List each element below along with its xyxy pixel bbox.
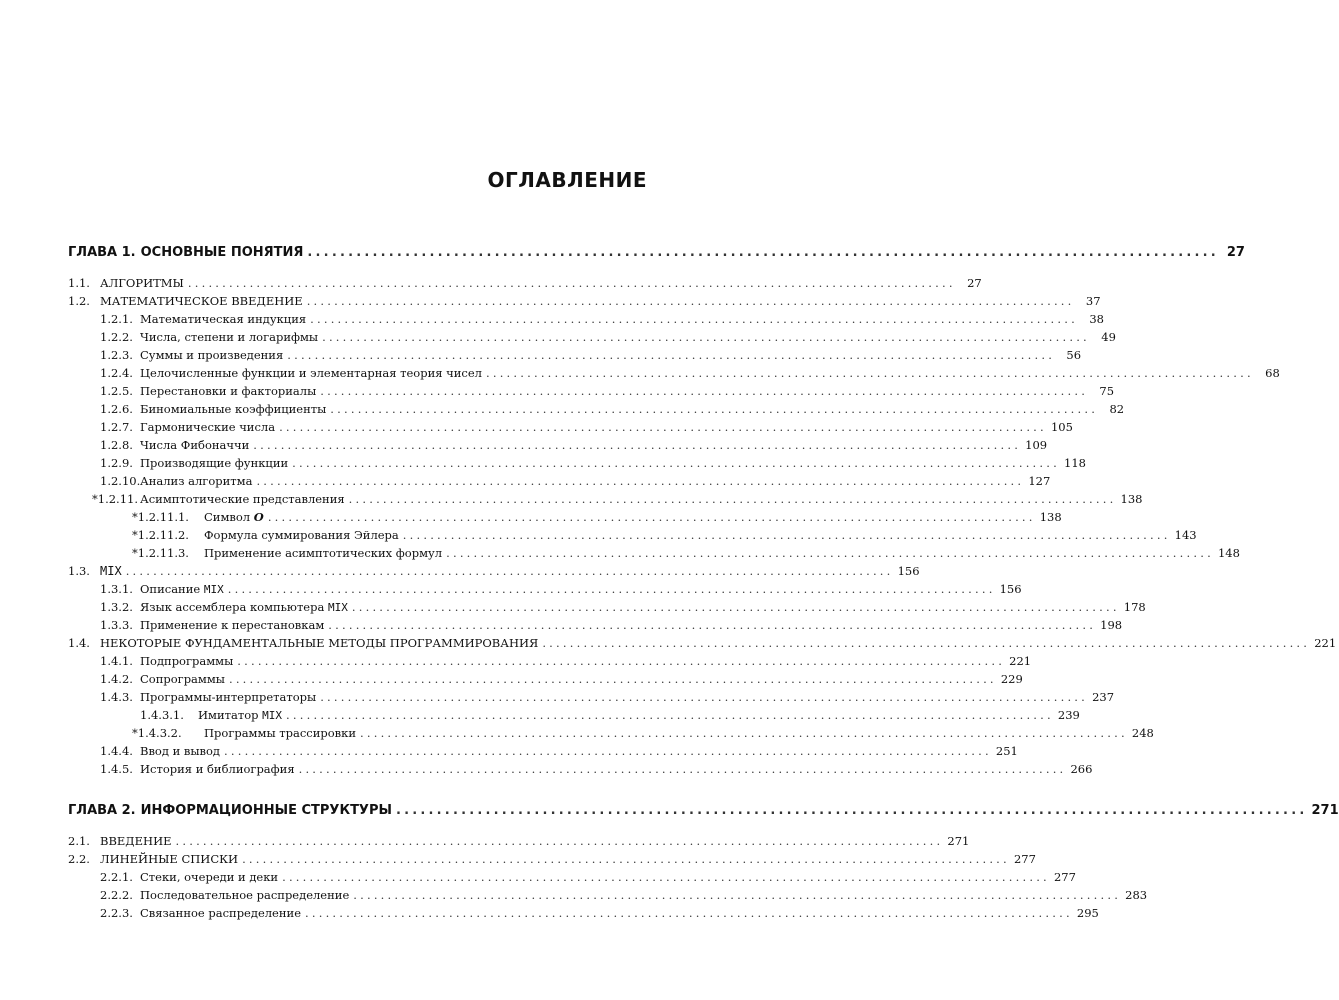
- entry-number: 1.3.: [68, 564, 90, 578]
- toc-entry-1-3-1[interactable]: [68, 582, 1022, 600]
- entry-title: Математическая индукция: [140, 312, 307, 326]
- entry-number: 1.3.1.: [100, 582, 133, 596]
- page-number: 143: [1174, 528, 1197, 542]
- toc-entry-1-2-6[interactable]: [68, 402, 1125, 420]
- entry-title-text: Символ: [204, 510, 254, 524]
- chapter-label: ГЛАВА 1.: [68, 245, 136, 260]
- entry-title: [140, 600, 348, 614]
- entry-number: 1.2.: [68, 294, 90, 308]
- toc-entry-1-4-2[interactable]: [68, 672, 1023, 690]
- chapter-label: ГЛАВА 2.: [68, 803, 136, 818]
- leader-dots: ................................................................................................................: [307, 245, 1219, 260]
- entry-number: 1.4.1.: [100, 654, 133, 668]
- leader-dots: ................................................................................................................: [175, 834, 944, 848]
- leader-dots: ................................................................................................................: [542, 636, 1311, 650]
- entry-title: Подпрограммы: [140, 654, 234, 668]
- page-title: ОГЛАВЛЕНИЕ: [487, 168, 647, 192]
- entry-title: МАТЕМАТИЧЕСКОЕ ВВЕДЕНИЕ: [100, 294, 303, 308]
- entry-title: Ввод и вывод: [140, 744, 221, 758]
- leader-dots: ................................................................................................................: [242, 852, 1010, 866]
- entry-title: MIX: [100, 564, 122, 578]
- leader-dots: ................................................................................................................: [292, 456, 1060, 470]
- entry-number: 1.2.5.: [100, 384, 133, 398]
- toc-entry-1-2-9[interactable]: [68, 456, 1086, 474]
- leader-dots: ................................................................................................................: [360, 726, 1128, 740]
- entry-title-text: Язык ассемблера компьютера: [140, 600, 328, 614]
- leader-dots: ................................................................................................................: [227, 582, 996, 596]
- leader-dots: ................................................................................................................: [298, 762, 1067, 776]
- toc-entry-2-2-1[interactable]: [68, 870, 1076, 888]
- page-number: 248: [1131, 726, 1154, 740]
- page-number: 82: [1109, 402, 1125, 416]
- entry-number: 1.2.7.: [100, 420, 133, 434]
- entry-number: 1.2.10.: [100, 474, 141, 488]
- entry-number: 1.3.2.: [100, 600, 133, 614]
- entry-number: *1.4.3.2.: [132, 726, 182, 740]
- page-number: 266: [1070, 762, 1093, 776]
- leader-dots: ................................................................................................................: [306, 294, 1075, 308]
- entry-number: 1.4.3.: [100, 690, 133, 704]
- page-number: 127: [1028, 474, 1051, 488]
- entry-number: 1.4.4.: [100, 744, 133, 758]
- entry-number: *1.2.11.3.: [132, 546, 189, 560]
- page-number: 229: [1000, 672, 1023, 686]
- page-number: 118: [1064, 456, 1086, 470]
- page-number: 221: [1314, 636, 1337, 650]
- big-o-symbol: O: [253, 510, 264, 524]
- page-number: 295: [1076, 906, 1099, 920]
- leader-dots: ................................................................................................................: [395, 803, 1308, 818]
- page-number: 271: [947, 834, 970, 848]
- toc-chapter-1[interactable]: [68, 245, 1245, 263]
- entry-number: 1.4.2.: [100, 672, 133, 686]
- entry-title: Числа, степени и логарифмы: [140, 330, 319, 344]
- page-number: 251: [995, 744, 1018, 758]
- page-number: 156: [999, 582, 1022, 596]
- entry-title: Асимптотические представления: [140, 492, 345, 506]
- toc-entry-1-3-2[interactable]: [68, 600, 1146, 618]
- toc-entry-1-2-10[interactable]: [68, 474, 1051, 492]
- page-number: 38: [1089, 312, 1104, 326]
- leader-dots: ................................................................................................................: [446, 546, 1214, 560]
- entry-title: Программы-интерпретаторы: [140, 690, 317, 704]
- entry-number: 1.4.3.1.: [140, 708, 184, 722]
- toc-entry-2-2-2[interactable]: [68, 888, 1148, 906]
- toc-entry-1-4-4[interactable]: [68, 744, 1018, 762]
- toc-entry-1-4[interactable]: [68, 636, 1337, 654]
- entry-title: Применение к перестановкам: [140, 618, 325, 632]
- entry-number: *1.2.11.: [92, 492, 138, 506]
- toc-entry-2-1[interactable]: [68, 834, 970, 852]
- leader-dots: ................................................................................................................: [305, 906, 1073, 920]
- leader-dots: ................................................................................................................: [256, 474, 1025, 488]
- page-number: 198: [1100, 618, 1123, 632]
- entry-number: 1.2.2.: [100, 330, 133, 344]
- toc-entry-1-2-11-1[interactable]: [68, 510, 1062, 528]
- leader-dots: ................................................................................................................: [351, 600, 1120, 614]
- entry-title: Последовательное распределение: [140, 888, 350, 902]
- toc-entry-2-2-3[interactable]: [68, 906, 1099, 924]
- toc-entry-1-2-8[interactable]: [68, 438, 1048, 456]
- leader-dots: ................................................................................................................: [125, 564, 894, 578]
- page-number: 148: [1217, 546, 1240, 560]
- entry-number: 1.2.4.: [100, 366, 133, 380]
- leader-dots: ................................................................................................................: [253, 438, 1022, 452]
- page-number: 271: [1311, 803, 1339, 818]
- leader-dots: ................................................................................................................: [228, 672, 997, 686]
- chapter-title: ОСНОВНЫЕ ПОНЯТИЯ: [140, 245, 304, 260]
- page-number: 237: [1092, 690, 1115, 704]
- entry-title: Программы трассировки: [204, 726, 356, 740]
- leader-dots: ................................................................................................................: [353, 888, 1122, 902]
- mix-label: MIX: [203, 583, 224, 596]
- toc-entry-1-2-5[interactable]: [68, 384, 1115, 402]
- chapter-title: ИНФОРМАЦИОННЫЕ СТРУКТУРЫ: [140, 803, 392, 818]
- leader-dots: ................................................................................................................: [402, 528, 1171, 542]
- entry-title: НЕКОТОРЫЕ ФУНДАМЕНТАЛЬНЫЕ МЕТОДЫ ПРОГРАММИРОВАНИЯ: [100, 636, 539, 650]
- page-number: 156: [897, 564, 920, 578]
- leader-dots: ................................................................................................................: [282, 870, 1050, 884]
- toc-entry-1-4-3[interactable]: [68, 690, 1115, 708]
- page-number: 109: [1025, 438, 1048, 452]
- leader-dots: ................................................................................................................: [237, 654, 1006, 668]
- leader-dots: ................................................................................................................: [224, 744, 992, 758]
- leader-dots: ................................................................................................................: [485, 366, 1254, 380]
- entry-title: Биномиальные коэффициенты: [140, 402, 327, 416]
- toc-entry-1-3[interactable]: [68, 564, 920, 582]
- page-number: 68: [1265, 366, 1280, 380]
- entry-title: [198, 708, 282, 722]
- page-number: 49: [1101, 330, 1116, 344]
- entry-title: Сопрограммы: [140, 672, 225, 686]
- toc-entry-1-4-3-2[interactable]: [68, 726, 1154, 744]
- entry-number: 1.2.1.: [100, 312, 133, 326]
- page-number: 27: [1226, 245, 1245, 260]
- leader-dots: ................................................................................................................: [287, 348, 1056, 362]
- entry-title: Анализ алгоритма: [140, 474, 253, 488]
- entry-number: 1.2.3.: [100, 348, 133, 362]
- page-number: 56: [1066, 348, 1082, 362]
- entry-title: Производящие функции: [140, 456, 289, 470]
- leader-dots: ................................................................................................................: [322, 330, 1090, 344]
- entry-title: Связанное распределение: [140, 906, 301, 920]
- entry-title-text: Описание: [140, 582, 204, 596]
- page-number: 239: [1057, 708, 1080, 722]
- leader-dots: ................................................................................................................: [310, 312, 1078, 326]
- leader-dots: ................................................................................................................: [279, 420, 1047, 434]
- page-number: 277: [1053, 870, 1076, 884]
- entry-title: ЛИНЕЙНЫЕ СПИСКИ: [100, 852, 239, 866]
- page-number: 27: [967, 276, 982, 290]
- entry-number: 2.1.: [68, 834, 90, 848]
- leader-dots: ................................................................................................................: [320, 384, 1089, 398]
- entry-number: 2.2.3.: [100, 906, 133, 920]
- toc-entry-1-2-3[interactable]: [68, 348, 1082, 366]
- entry-number: 1.1.: [68, 276, 90, 290]
- entry-title: Суммы и произведения: [140, 348, 284, 362]
- entry-number: 2.2.2.: [100, 888, 133, 902]
- toc-entry-1-2-4[interactable]: [68, 366, 1280, 384]
- page-number: 277: [1013, 852, 1036, 866]
- page-number: 138: [1120, 492, 1143, 506]
- leader-dots: ................................................................................................................: [328, 618, 1097, 632]
- entry-number: 2.2.1.: [100, 870, 133, 884]
- toc-chapter-2[interactable]: [68, 803, 1339, 821]
- entry-title: АЛГОРИТМЫ: [100, 276, 184, 290]
- entry-number: 1.3.3.: [100, 618, 133, 632]
- entry-title: Стеки, очереди и деки: [140, 870, 279, 884]
- page-number: 283: [1125, 888, 1148, 902]
- toc-entry-1-1[interactable]: [68, 276, 982, 294]
- entry-title: Формула суммирования Эйлера: [204, 528, 399, 542]
- entry-title: Гармонические числа: [140, 420, 276, 434]
- page-number: 178: [1123, 600, 1146, 614]
- mix-label: MIX: [262, 709, 283, 722]
- leader-dots: ................................................................................................................: [286, 708, 1054, 722]
- leader-dots: ................................................................................................................: [320, 690, 1089, 704]
- entry-number: 1.2.9.: [100, 456, 133, 470]
- leader-dots: ................................................................................................................: [330, 402, 1099, 416]
- entry-title: Целочисленные функции и элементарная теория чисел: [140, 366, 482, 380]
- entry-number: 2.2.: [68, 852, 90, 866]
- toc-entry-1-4-5[interactable]: [68, 762, 1093, 780]
- leader-dots: ................................................................................................................: [267, 510, 1036, 524]
- page-number: 75: [1099, 384, 1115, 398]
- entry-number: 1.4.: [68, 636, 90, 650]
- entry-number: *1.2.11.1.: [132, 510, 189, 524]
- page-number: 105: [1050, 420, 1073, 434]
- entry-number: 1.2.8.: [100, 438, 133, 452]
- toc-entry-1-2-1[interactable]: [68, 312, 1104, 330]
- entry-title: [204, 510, 264, 524]
- toc-entry-2-2[interactable]: [68, 852, 1036, 870]
- toc-entry-1-2-11-3[interactable]: [68, 546, 1240, 564]
- toc-entry-1-4-3-1[interactable]: [68, 708, 1080, 726]
- leader-dots: ................................................................................................................: [348, 492, 1117, 506]
- page-number: 138: [1039, 510, 1062, 524]
- toc-entry-1-3-3[interactable]: [68, 618, 1123, 636]
- toc-entry-1-2-2[interactable]: [68, 330, 1116, 348]
- page-number: 37: [1085, 294, 1101, 308]
- toc-entry-1-2[interactable]: [68, 294, 1101, 312]
- leader-dots: ................................................................................................................: [187, 276, 956, 290]
- entry-title: Числа Фибоначчи: [140, 438, 250, 452]
- entry-number: 1.4.5.: [100, 762, 133, 776]
- entry-number: *1.2.11.2.: [132, 528, 189, 542]
- entry-title: История и библиография: [140, 762, 295, 776]
- entry-title-text: Имитатор: [198, 708, 263, 722]
- toc-entry-1-4-1[interactable]: [68, 654, 1032, 672]
- entry-title: ВВЕДЕНИЕ: [100, 834, 172, 848]
- entry-title: Применение асимптотических формул: [204, 546, 443, 560]
- entry-number: 1.2.6.: [100, 402, 133, 416]
- toc-entry-1-2-7[interactable]: [68, 420, 1073, 438]
- page-number: 221: [1009, 654, 1032, 668]
- toc-entry-1-2-11[interactable]: [68, 492, 1143, 510]
- mix-label: MIX: [328, 601, 348, 614]
- entry-title: [140, 582, 224, 596]
- entry-title: Перестановки и факториалы: [140, 384, 317, 398]
- toc-entry-1-2-11-2[interactable]: [68, 528, 1197, 546]
